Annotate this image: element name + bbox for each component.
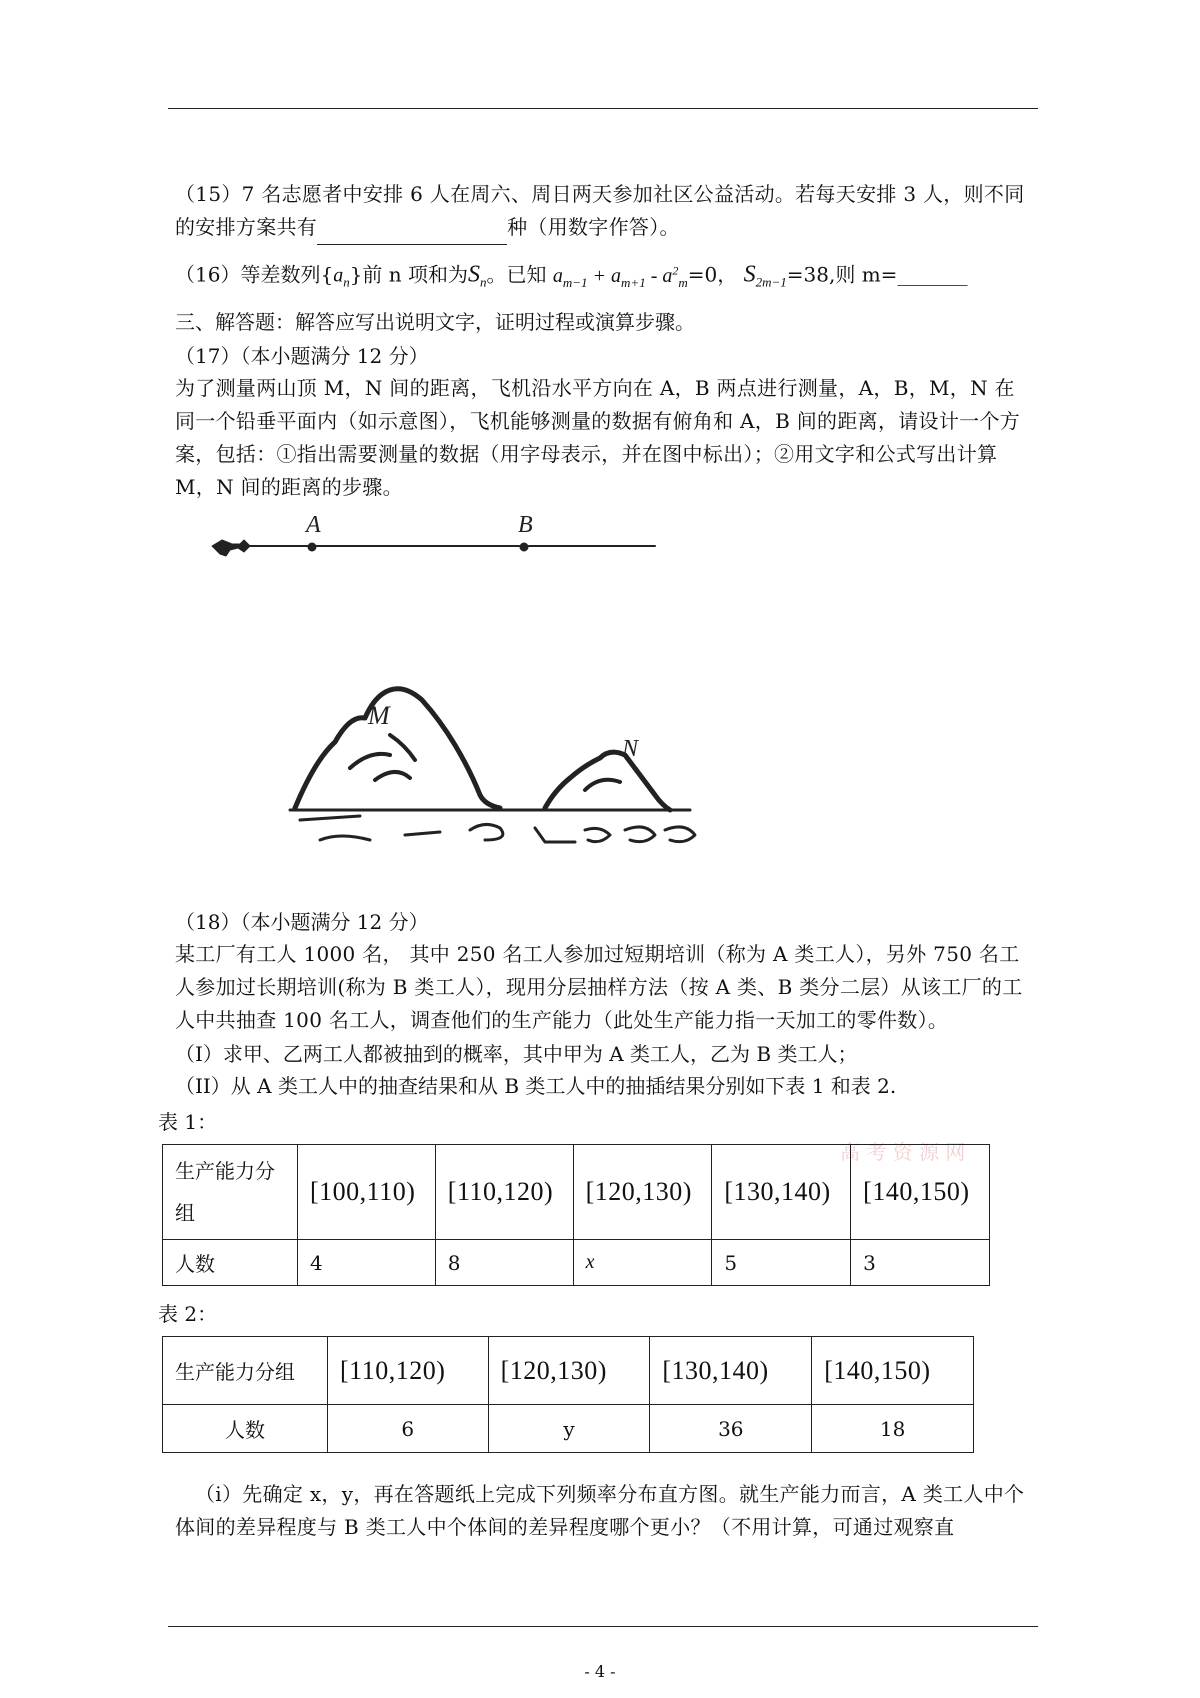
q18-part2: （II）从 A 类工人中的抽查结果和从 B 类工人中的抽插结果分别如下表 1 和表 2. <box>175 1074 897 1098</box>
group-cell: [120,130) <box>488 1337 650 1405</box>
q18-title: （18）（本小题满分 12 分） <box>175 910 429 934</box>
table-row <box>163 1337 974 1405</box>
table-row <box>163 1145 990 1240</box>
group-cell: [130,140) <box>712 1145 851 1240</box>
count-cell: 4 <box>298 1240 436 1286</box>
count-cell: 36 <box>650 1405 812 1453</box>
group-cell: [100,110) <box>298 1145 436 1240</box>
group-cell: [140,150) <box>812 1337 974 1405</box>
mountain-figure <box>200 510 720 860</box>
row-label-cell: 人数 <box>163 1405 328 1453</box>
group-cell: [120,130) <box>573 1145 712 1240</box>
point-b <box>520 543 528 551</box>
label-a: A <box>306 512 321 538</box>
label-m: M <box>368 701 390 730</box>
label-n: N <box>622 736 639 762</box>
table-row <box>163 1240 990 1286</box>
watermark: 高 考 资 源 网 <box>840 1140 966 1164</box>
table-header-cell: 生产能力分组 <box>163 1145 298 1240</box>
q15-text: （15）7 名志愿者中安排 6 人在周六、周日两天参加社区公益活动。若每天安排 3 人，则不同的安排方案共有 <box>175 182 1025 239</box>
formula-equation: $a_{m-1} + a_{m+1} - a^2_m$ <box>552 263 688 290</box>
group-cell: [130,140) <box>650 1337 812 1405</box>
question-16: （16）等差数列$\{a_n\}$前 n 项和为$S_n$。已知 $a_{m-1} + a_{m+1} - a^2_m=0$， $S_{2m-1}=38$,则 m=_______ <box>175 261 968 290</box>
count-cell: 6 <box>328 1405 489 1453</box>
answer-blank <box>317 211 507 245</box>
row-label-cell: 人数 <box>163 1240 298 1286</box>
mountain-m <box>295 689 500 808</box>
q17-title: （17）（本小题满分 12 分） <box>175 344 429 368</box>
q17-body: 为了测量两山顶 M，N 间的距离，飞机沿水平方向在 A，B 两点进行测量，A，B，M，N 在同一个铅垂平面内（如示意图），飞机能够测量的数据有俯角和 A，B 间的距离，请设计一个方案，包括：①指出需要测量的数据（用字母表示，并在图中标出）；②用文字和公式写出计算 M，N 间的距离的步骤。 <box>175 376 1021 499</box>
footer-rule <box>168 1626 1038 1627</box>
q18-part1: （I）求甲、乙两工人都被抽到的概率，其中甲为 A 类工人，乙为 B 类工人； <box>175 1042 858 1066</box>
table-2 <box>162 1336 974 1453</box>
table2-caption: 表 2： <box>158 1302 218 1326</box>
label-b: B <box>518 512 533 538</box>
section-heading: 三、解答题：解答应写出说明文字，证明过程或演算步骤。 <box>175 310 695 334</box>
page-number: - 4 - <box>584 1662 616 1681</box>
group-cell: [140,150) <box>851 1145 990 1240</box>
group-cell: [110,120) <box>328 1337 489 1405</box>
count-cell: 8 <box>435 1240 573 1286</box>
table-header-cell: 生产能力分组 <box>163 1337 328 1405</box>
table-row <box>163 1405 974 1453</box>
table1-caption: 表 1： <box>158 1110 218 1134</box>
header-rule <box>168 108 1038 109</box>
q18-body: 某工厂有工人 1000 名， 其中 250 名工人参加过短期培训（称为 A 类工人），另外 750 名工人参加过长期培训(称为 B 类工人），现用分层抽样方法（按 A 类、B 类分二层）从该工厂的工人中共抽查 100 名工人，调查他们的生产能力（此处生产能力指一天加工的零件数）。 <box>175 942 1023 1032</box>
question-15 <box>175 178 1035 245</box>
table-1 <box>162 1144 990 1286</box>
point-a <box>308 543 316 551</box>
airplane-icon <box>212 540 250 556</box>
count-cell: 3 <box>851 1240 990 1286</box>
q18-part-i: （i）先确定 x，y，再在答题纸上完成下列频率分布直方图。就生产能力而言，A 类工人中个体间的差异程度与 B 类工人中个体间的差异程度哪个更小？（不用计算，可通过观察直 <box>175 1482 1025 1539</box>
q15-tail: 种（用数字作答）。 <box>507 215 680 239</box>
count-cell: 18 <box>812 1405 974 1453</box>
count-cell: x <box>573 1240 712 1286</box>
count-cell: y <box>488 1405 650 1453</box>
count-cell: 5 <box>712 1240 851 1286</box>
group-cell: [110,120) <box>435 1145 573 1240</box>
